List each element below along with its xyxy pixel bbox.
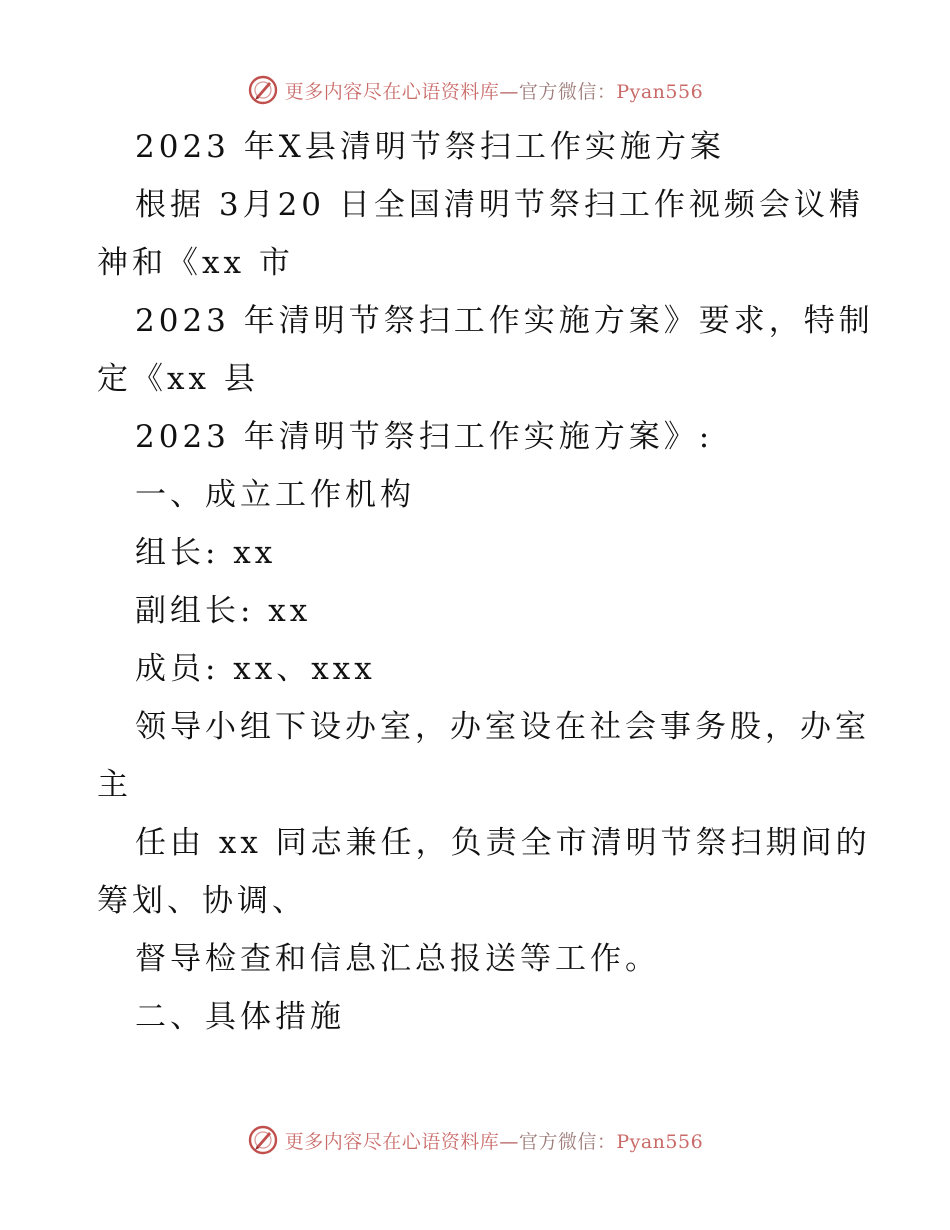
quill-seal-icon: [247, 1124, 279, 1156]
paragraph-line: 根据 3月20 日全国清明节祭扫工作视频会议精: [135, 187, 864, 223]
paragraph-line: 定《xx 县: [97, 361, 259, 397]
watermark-brand: 更多内容尽在心语资料库: [284, 80, 500, 103]
watermark-text: [285, 77, 703, 104]
quill-seal-icon: [247, 74, 279, 106]
watermark-wechat-label: 官方微信：: [518, 80, 617, 103]
watermark-dash: —: [499, 1130, 519, 1153]
paragraph-line: 副组长: xx: [135, 593, 312, 629]
watermark-header: [0, 70, 950, 110]
watermark-wechat-label: 官方微信：: [518, 1130, 617, 1153]
document-body: [97, 118, 874, 1046]
watermark-footer: [0, 1120, 950, 1160]
watermark-brand: 更多内容尽在心语资料库: [284, 1130, 500, 1153]
paragraph-line: 成员: xx、xxx: [135, 651, 376, 687]
watermark-text: [285, 1127, 703, 1154]
paragraph-line: 任由 xx 同志兼任，负责全市清明节祭扫期间的: [135, 825, 871, 861]
document-title: 2023 年X县清明节祭扫工作实施方案: [135, 129, 725, 165]
watermark-wechat-id: Pyan556: [616, 1130, 704, 1153]
paragraph-line: 主: [97, 767, 132, 803]
paragraph-line: 督导检查和信息汇总报送等工作。: [135, 941, 660, 977]
section-heading: 二、具体措施: [135, 999, 345, 1035]
paragraph-line: 领导小组下设办室，办室设在社会事务股，办室: [135, 709, 870, 745]
section-heading: 一、成立工作机构: [135, 477, 415, 513]
watermark-wechat-id: Pyan556: [616, 80, 704, 103]
paragraph-line: 神和《xx 市: [97, 245, 294, 281]
paragraph-line: 2023 年清明节祭扫工作实施方案》要求，特制: [135, 303, 874, 339]
paragraph-line: 2023 年清明节祭扫工作实施方案》:: [135, 419, 714, 455]
paragraph-line: 筹划、协调、: [97, 883, 307, 919]
paragraph-line: 组长: xx: [135, 535, 277, 571]
watermark-dash: —: [499, 80, 519, 103]
